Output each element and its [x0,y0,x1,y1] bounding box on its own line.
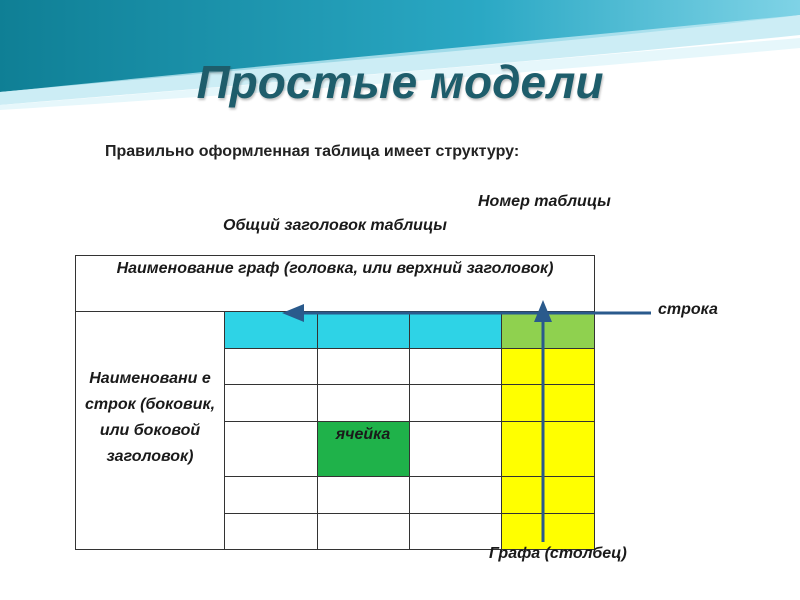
table-cell [224,311,318,349]
table-cell [224,476,318,514]
table-number-label: Номер таблицы [478,193,611,210]
table-cell [317,311,410,349]
column-label: Графа (столбец) [489,545,627,562]
table-cell [501,384,595,422]
row-names-label: Наименовани е строк (боковик, или боковой заголовок) [84,370,216,465]
general-header-label: Общий заголовок таблицы [223,217,447,234]
column-names-label: Наименование граф (головка, или верхний заголовок) [116,260,554,277]
table-cell [317,476,410,514]
table-cell [409,476,502,514]
table-cell [501,421,595,477]
table-cell [224,421,318,477]
table-cell [501,476,595,514]
table-cell [317,384,410,422]
table-cell [224,384,318,422]
table-cell [224,348,318,385]
table-cell [409,421,502,477]
page-title: Простые модели [196,56,604,108]
table-cell [317,348,410,385]
table-cell [409,311,502,349]
table-cell [317,513,410,550]
table-cell [409,348,502,385]
table-cell [409,384,502,422]
subtitle: Правильно оформленная таблица имеет структуру: [105,143,520,160]
table-cell [224,513,318,550]
table-cell [501,311,595,349]
row-label: строка [658,301,718,318]
table-cell [501,348,595,385]
cell-label: ячейка [335,426,391,443]
